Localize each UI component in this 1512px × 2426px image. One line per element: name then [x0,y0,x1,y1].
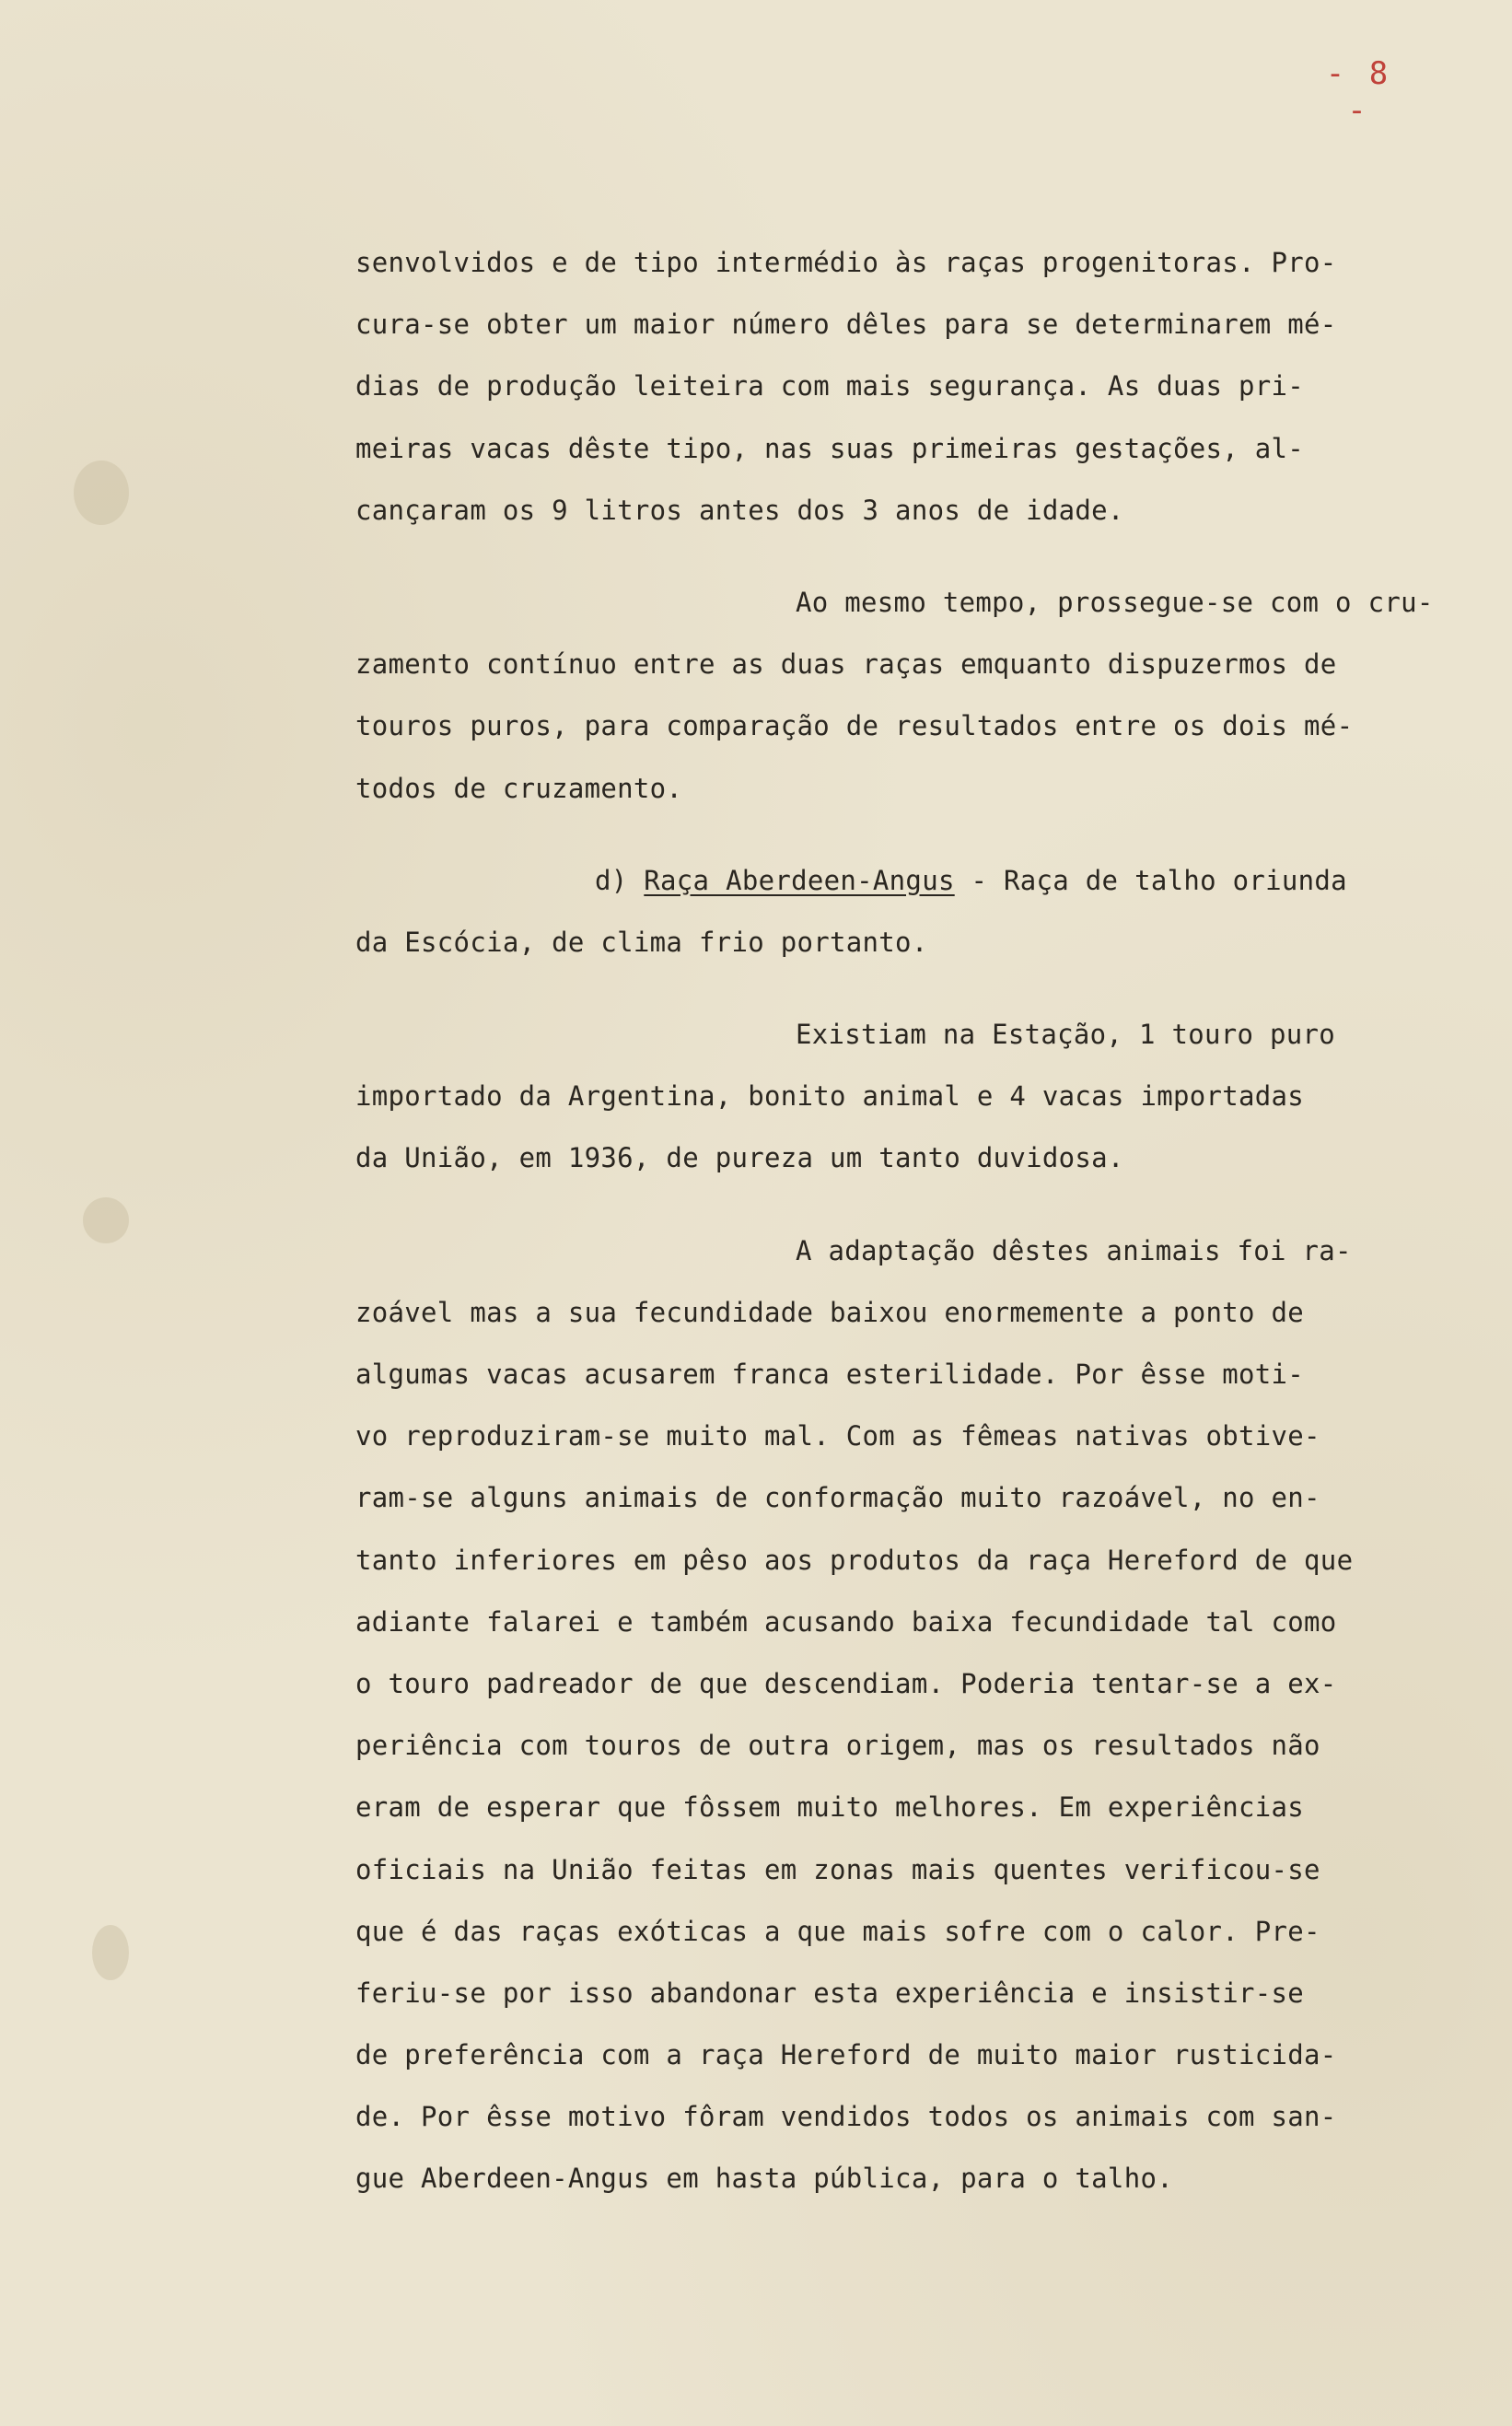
text-line: da União, em 1936, de pureza um tanto duvidosa. [355,1142,1124,1174]
text-line: Ao mesmo tempo, prossegue-se com o cru- [796,586,1434,618]
text-line: A adaptação dêstes animais foi ra- [796,1234,1352,1266]
paper-stain [83,1197,129,1243]
heading-prefix: d) [595,864,645,896]
page-number: - 8 - [1325,55,1391,129]
paragraph-gap [355,974,1497,1004]
text-line: oficiais na União feitas em zonas mais quentes verificou-se [355,1853,1320,1885]
text-line: tanto inferiores em pêso aos produtos da raça Hereford de que [355,1544,1354,1576]
text-line: feriu-se por isso abandonar esta experiência e insistir-se [355,1977,1305,2009]
paper-stain [74,461,129,525]
text-line: da Escócia, de clima frio portanto. [355,926,928,958]
paragraph-4 [355,1004,1497,1190]
text-line: dias de produção leiteira com mais segurança. As duas pri- [355,370,1305,402]
text-line: o touro padreador de que descendiam. Poderia tentar-se a ex- [355,1667,1337,1699]
text-line: importado da Argentina, bonito animal e 4 vacas importadas [355,1080,1305,1113]
text-line: gue Aberdeen-Angus em hasta pública, para o talho. [355,2163,1173,2195]
text-line: zoável mas a sua fecundidade baixou enormemente a ponto de [355,1296,1305,1328]
heading-rest: - Raça de talho oriunda [954,864,1347,896]
text-line: que é das raças exóticas a que mais sofre com o calor. Pre- [355,1915,1320,1947]
text-line: vo reproduziram-se muito mal. Com as fêmeas nativas obtive- [355,1420,1320,1452]
paragraph-2 [355,572,1497,820]
paper-stain [92,1925,129,1980]
text-line: eram de esperar que fôssem muito melhores. Em experiências [355,1791,1305,1824]
text-line: touros puros, para comparação de resultados entre os dois mé- [355,710,1354,742]
text-line: zamento contínuo entre as duas raças emquanto dispuzermos de [355,648,1337,681]
text-line: todos de cruzamento. [355,772,683,804]
text-line: senvolvidos e de tipo intermédio às raças progenitoras. Pro- [355,247,1337,278]
paragraph-gap [355,542,1497,572]
paragraph-gap [355,820,1497,850]
text-line: cura-se obter um maior número dêles para se determinarem mé- [355,309,1337,341]
text-line: meiras vacas dêste tipo, nas suas primeiras gestações, al- [355,432,1305,464]
text-line: algumas vacas acusarem franca esterilidade. Por êsse moti- [355,1359,1305,1390]
section-heading-line [355,850,1497,912]
paragraph-gap [355,1190,1497,1220]
text-line: ram-se alguns animais de conformação muito razoável, no en- [355,1482,1320,1514]
text-line: Existiam na Estação, 1 touro puro [796,1019,1336,1051]
paragraph-3-section-heading [355,850,1497,974]
document-body [355,232,1497,2210]
heading-title: Raça Aberdeen-Angus [644,864,955,896]
text-line: adiante falarei e também acusando baixa fecundidade tal como [355,1605,1337,1638]
text-line: periência com touros de outra origem, mas os resultados não [355,1730,1320,1762]
paragraph-5 [355,1220,1497,2210]
text-line: de preferência com a raça Hereford de muito maior rusticida- [355,2039,1337,2071]
text-line: de. Por êsse motivo fôram vendidos todos os animais com san- [355,2101,1337,2133]
text-line: cançaram os 9 litros antes dos 3 anos de idade. [355,494,1124,526]
paragraph-1 [355,232,1497,542]
